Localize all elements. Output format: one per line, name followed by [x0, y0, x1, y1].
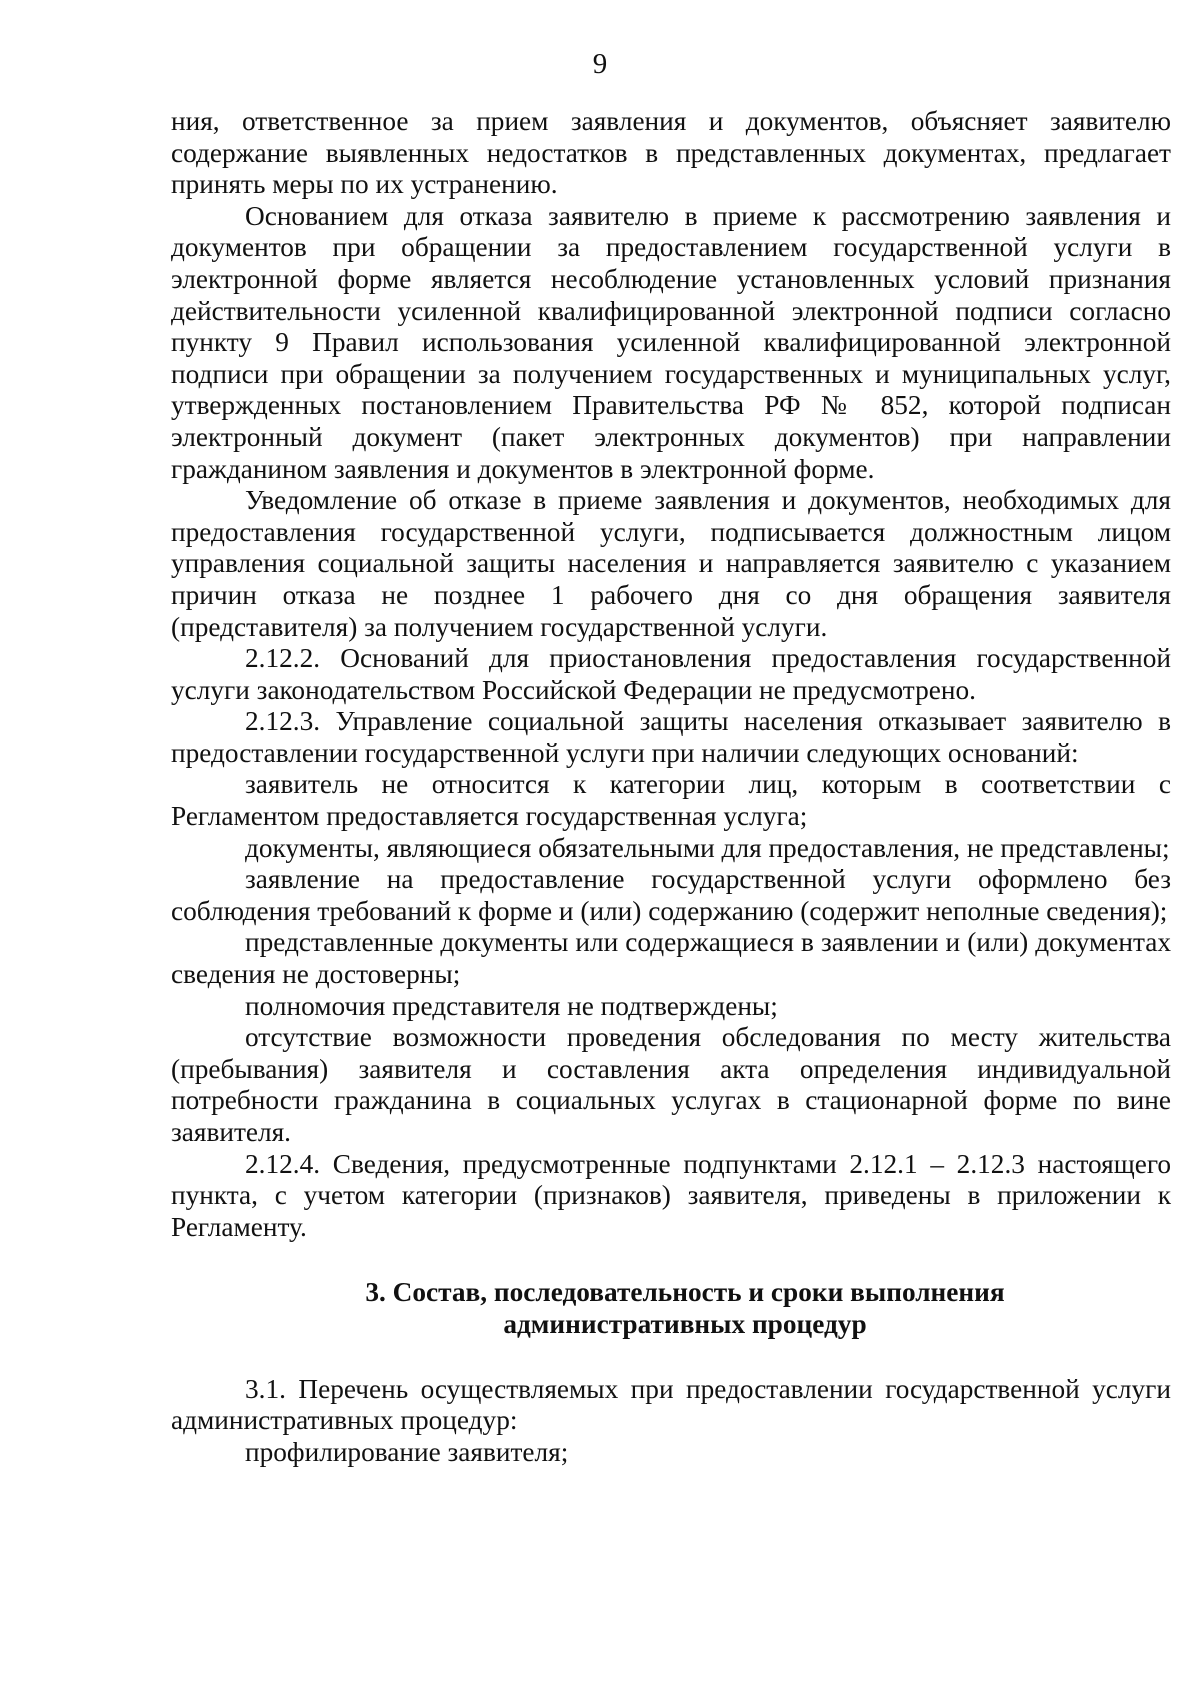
- section-heading-line-2: административных процедур: [503, 1308, 867, 1339]
- paragraphs-before: [171, 106, 1171, 1243]
- paragraph: документы, являющиеся обязательными для предоставления, не представлены;: [245, 832, 1170, 863]
- paragraph: 2.12.3. Управление социальной защиты населения отказывает заявителю в предоставлении государственной услуги при наличии следующих оснований:: [171, 706, 1171, 768]
- paragraph: 2.12.2. Оснований для приостановления предоставления государственной услуги законодательством Российской Федерации не предусмотрено.: [171, 643, 1171, 705]
- body-text: [171, 106, 1171, 1468]
- section-heading-line-1: 3. Состав, последовательность и сроки выполнения: [365, 1277, 1005, 1308]
- paragraph: ния, ответственное за прием заявления и документов, объясняет заявителю содержание выявленных недостатков в представленных документах, предлагает принять меры по их устранению.: [171, 106, 1171, 200]
- paragraphs-after: [171, 1374, 1171, 1469]
- paragraph: Уведомление об отказе в приеме заявления и документов, необходимых для предоставления государственной услуги, подписывается должностным лицом управления социальной защиты населения и направляется заявителю с указанием причин отказа не позднее 1 рабочего дня со дня обращения заявителя (представителя) за получением государственной услуги.: [171, 485, 1171, 642]
- page-number: 9: [592, 48, 608, 80]
- paragraph: 3.1. Перечень осуществляемых при предоставлении государственной услуги административных процедур:: [171, 1373, 1171, 1436]
- paragraph: отсутствие возможности проведения обследования по месту жительства (пребывания) заявителя и составления акта определения индивидуальной потребности гражданина в социальных услугах в стационарной форме по вине заявителя.: [171, 1022, 1171, 1147]
- paragraph: 2.12.4. Сведения, предусмотренные подпунктами 2.12.1 – 2.12.3 настоящего пункта, с учетом категории (признаков) заявителя, приведены в приложении к Регламенту.: [171, 1148, 1171, 1242]
- paragraph: заявитель не относится к категории лиц, которым в соответствии с Регламентом предоставляется государственная услуга;: [171, 769, 1171, 832]
- paragraph: полномочия представителя не подтверждены;: [245, 990, 778, 1021]
- paragraph: профилирование заявителя;: [245, 1436, 569, 1467]
- paragraph: Основанием для отказа заявителю в приеме к рассмотрению заявления и документов при обращении за предоставлением государственной услуги в электронной форме является несоблюдение установленных условий признания действительности усиленной квалифицированной электронной подписи согласно пункту 9 Правил использования усиленной квалифицированной электронной подписи при обращении за получением государственных и муниципальных услуг, утвержденных постановлением Правительства РФ № 852, которой подписан электронный документ (пакет электронных документов) при направлении гражданином заявления и документов в электронной форме.: [171, 200, 1171, 484]
- section-heading: [171, 1277, 1171, 1340]
- paragraph: представленные документы или содержащиеся в заявлении и (или) документах сведения не достоверны;: [171, 927, 1171, 990]
- paragraph: заявление на предоставление государственной услуги оформлено без соблюдения требований к форме и (или) содержанию (содержит неполные сведения);: [171, 864, 1171, 926]
